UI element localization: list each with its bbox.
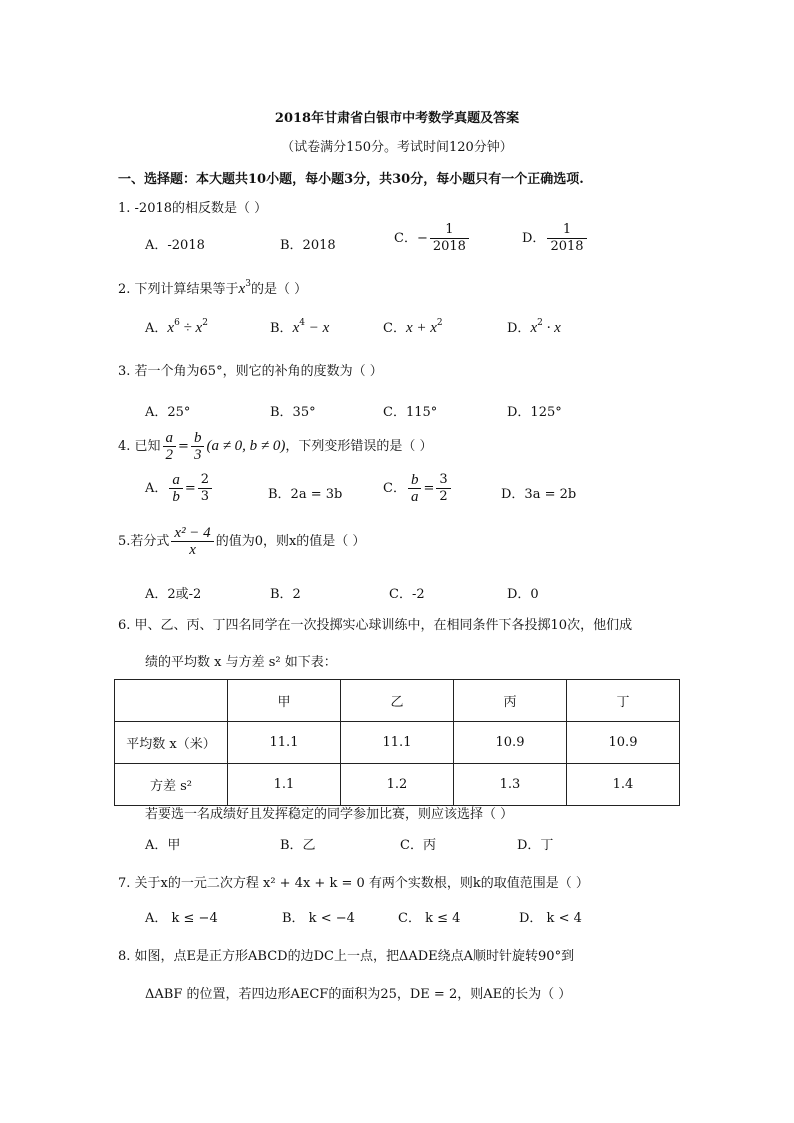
table-header-row — [115, 680, 680, 722]
q6-option-c: C．丙 — [400, 838, 436, 853]
question-2-stem: 2. 下列计算结果等于$x^3$的是（ ） — [118, 279, 308, 297]
q4-option-c: C． $\frac{b}{a}$ = $\frac{3}{2}$ — [383, 472, 453, 505]
table-header-cell: 甲 — [228, 680, 341, 722]
question-1-stem: 1. -2018的相反数是（ ） — [118, 201, 268, 216]
table-cell: 10.9 — [454, 722, 567, 764]
q4-option-b: B．2a = 3b — [268, 487, 343, 502]
table-cell: 1.1 — [228, 764, 341, 806]
row-label: 方差 s² — [115, 764, 228, 806]
q2-option-b: B．$x^4 - x$ — [270, 318, 330, 336]
q6-option-d: D．丁 — [517, 838, 554, 853]
question-3-stem: 3. 若一个角为65°，则它的补角的度数为（ ） — [118, 364, 383, 379]
q6-option-a: A．甲 — [145, 838, 181, 853]
table-row — [115, 722, 680, 764]
question-8-line1: 8. 如图，点E是正方形ABCD的边DC上一点，把ΔADE绕点A顺时针旋转90°到 — [118, 949, 575, 964]
q7-option-a: A． k ≤ −4 — [145, 911, 218, 926]
q5-option-b: B．2 — [270, 587, 301, 602]
q1-option-c: C．− $\frac{1}{2018}$ — [394, 222, 471, 255]
table-row — [115, 764, 680, 806]
q7-option-b: B． k < −4 — [282, 911, 355, 926]
q7-option-c: C． k ≤ 4 — [398, 911, 461, 926]
question-8-line2: ΔABF 的位置，若四边形AECF的面积为25，DE = 2，则AE的长为（ ） — [145, 987, 572, 1002]
q1-option-a: A．-2018 — [145, 238, 205, 253]
q5-option-d: D．0 — [507, 587, 539, 602]
q2-option-d: D．$x^2 \cdot x$ — [507, 318, 561, 336]
q3-option-a: A．25° — [145, 405, 191, 420]
table-cell: 1.2 — [341, 764, 454, 806]
table-header-cell: 乙 — [341, 680, 454, 722]
question-4-stem: 4. 已知 $\frac{a}{2}$ = $\frac{b}{3}$ (a ≠ 0, b ≠ 0)，下列变形错误的是（ ） — [118, 430, 433, 463]
q6-option-b: B．乙 — [280, 838, 316, 853]
q1-option-d: D． $\frac{1}{2018}$ — [522, 222, 589, 255]
q5-option-c: C．-2 — [389, 587, 425, 602]
question-5-stem: 5.若分式 $\frac{\text{x² − 4}}{x}$ 的值为0，则x的值是（ ） — [118, 525, 366, 558]
table-cell: 11.1 — [228, 722, 341, 764]
q2-option-a: A．$x^6 \div x^2$ — [145, 318, 208, 336]
question-6-line2: 绩的平均数 x 与方差 s² 如下表： — [145, 655, 337, 670]
table-cell — [115, 680, 228, 722]
score-table — [114, 679, 680, 806]
q4-option-d: D．3a = 2b — [501, 487, 577, 502]
q1-option-b: B．2018 — [280, 238, 336, 253]
table-cell: 1.4 — [567, 764, 680, 806]
row-label: 平均数 x（米） — [115, 722, 228, 764]
q7-option-d: D． k < 4 — [519, 911, 582, 926]
question-6-followup: 若要选一名成绩好且发挥稳定的同学参加比赛，则应该选择（ ） — [145, 807, 514, 822]
section-heading: 一、选择题：本大题共10小题，每小题3分，共30分，每小题只有一个正确选项. — [118, 172, 584, 187]
table-header-cell: 丁 — [567, 680, 680, 722]
q3-option-d: D．125° — [507, 405, 562, 420]
page-title: 2018年甘肃省白银市中考数学真题及答案 — [274, 111, 520, 126]
q3-option-c: C．115° — [383, 405, 438, 420]
table-cell: 10.9 — [567, 722, 680, 764]
exam-info: （试卷满分150分。考试时间120分钟） — [281, 140, 513, 155]
table-header-cell: 丙 — [454, 680, 567, 722]
table-cell: 11.1 — [341, 722, 454, 764]
table-cell: 1.3 — [454, 764, 567, 806]
question-6-line1: 6. 甲、乙、丙、丁四名同学在一次投掷实心球训练中，在相同条件下各投掷10次，他们成 — [118, 618, 633, 633]
q5-option-a: A．2或-2 — [145, 587, 202, 602]
q4-option-a: A． $\frac{a}{b}$ = $\frac{2}{3}$ — [145, 472, 214, 505]
q3-option-b: B．35° — [270, 405, 316, 420]
question-7-stem: 7. 关于x的一元二次方程 x² + 4x + k = 0 有两个实数根，则k的取值范围是（ ） — [118, 876, 589, 891]
q2-option-c: C．$x + x^2$ — [383, 318, 443, 336]
